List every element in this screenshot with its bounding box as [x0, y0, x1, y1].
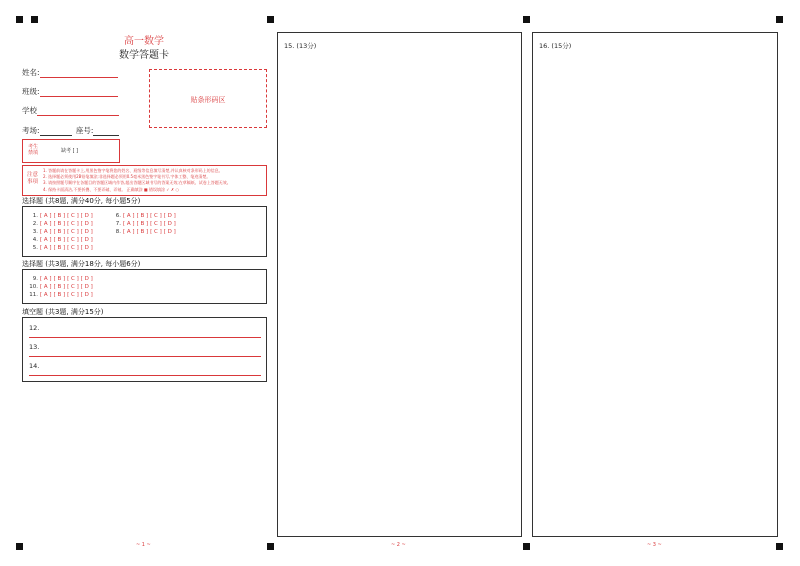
question-number: 2.: [32, 221, 38, 227]
question-number: 5.: [32, 245, 38, 251]
choice-row: [29, 245, 93, 251]
absent-label: 考生 禁填: [28, 144, 39, 156]
fill-line-12[interactable]: [29, 337, 261, 338]
option-bubble[interactable]: [ B ]: [53, 245, 66, 251]
option-bubble[interactable]: [ C ]: [67, 276, 79, 282]
option-bubble[interactable]: [ D ]: [163, 221, 176, 227]
question-number: 11.: [29, 292, 38, 298]
section3-box: [22, 317, 267, 382]
registration-mark-bottom-mid-1: [267, 543, 274, 550]
page2-question-label: 15. (13分): [284, 42, 317, 50]
option-bubble[interactable]: [ C ]: [67, 292, 79, 298]
option-bubble[interactable]: [ C ]: [67, 213, 79, 219]
registration-mark-top-left-1: [16, 16, 23, 23]
option-bubble[interactable]: [ C ]: [67, 221, 79, 227]
option-bubble[interactable]: [ A ]: [40, 284, 52, 290]
choice-row: [112, 229, 176, 235]
answer-sheet-title: 数学答题卡: [119, 50, 169, 61]
barcode-area[interactable]: [149, 69, 267, 128]
exam-room-field[interactable]: [22, 125, 119, 136]
choice-row: [29, 229, 93, 235]
registration-mark-top-left-2: [31, 16, 38, 23]
question-number: 7.: [115, 221, 121, 227]
option-bubble[interactable]: [ B ]: [53, 276, 66, 282]
choice-row: [112, 213, 176, 219]
option-bubble[interactable]: [ B ]: [53, 229, 66, 235]
question-number: 3.: [32, 229, 38, 235]
option-bubble[interactable]: [ A ]: [123, 213, 135, 219]
exam-title: 高一数学: [124, 36, 164, 47]
page3-footer: ~ 3 ~: [647, 542, 662, 548]
section2-title: 选择题 (共3题, 满分18分, 每小题6分): [22, 260, 141, 268]
option-bubble[interactable]: [ D ]: [80, 292, 93, 298]
question-number: 4.: [32, 237, 38, 243]
option-bubble[interactable]: [ B ]: [136, 213, 149, 219]
fill-item-12: 12.: [29, 324, 40, 332]
barcode-area-label: 贴条形码区: [190, 96, 226, 104]
option-bubble[interactable]: [ B ]: [53, 284, 66, 290]
fill-line-13[interactable]: [29, 356, 261, 357]
option-bubble[interactable]: [ B ]: [136, 229, 149, 235]
option-bubble[interactable]: [ B ]: [53, 237, 66, 243]
registration-mark-top-right: [776, 16, 783, 23]
option-bubble[interactable]: [ B ]: [53, 292, 66, 298]
option-bubble[interactable]: [ B ]: [136, 221, 149, 227]
page3-answer-box[interactable]: [532, 32, 778, 537]
question-number: 9.: [32, 276, 38, 282]
page3-question-label: 16. (15分): [539, 42, 572, 50]
fill-item-14: 14.: [29, 362, 40, 370]
registration-mark-bottom-right: [776, 543, 783, 550]
section3-title: 填空题 (共3题, 满分15分): [22, 308, 104, 316]
option-bubble[interactable]: [ A ]: [123, 221, 135, 227]
exam-room-label: 考场:: [22, 126, 40, 135]
registration-mark-top-mid-2: [523, 16, 530, 23]
choice-row: [29, 237, 93, 243]
option-bubble[interactable]: [ C ]: [150, 213, 162, 219]
choice-row: [29, 284, 93, 290]
option-bubble[interactable]: [ A ]: [40, 292, 52, 298]
school-label: 学校: [22, 106, 37, 115]
choice-row: [29, 276, 93, 282]
option-bubble[interactable]: [ B ]: [53, 213, 66, 219]
choice-row: [29, 213, 93, 219]
option-bubble[interactable]: [ D ]: [80, 245, 93, 251]
name-label: 姓名:: [22, 68, 40, 77]
page1-footer: ~ 1 ~: [136, 542, 151, 548]
seat-label: 座号:: [75, 126, 94, 135]
option-bubble[interactable]: [ A ]: [40, 229, 52, 235]
registration-mark-top-mid-1: [267, 16, 274, 23]
question-number: 1.: [32, 213, 38, 219]
option-bubble[interactable]: [ D ]: [163, 229, 176, 235]
option-bubble[interactable]: [ D ]: [163, 213, 176, 219]
absent-checkbox[interactable]: 缺考 [ ]: [61, 148, 79, 154]
option-bubble[interactable]: [ D ]: [80, 237, 93, 243]
option-bubble[interactable]: [ A ]: [40, 213, 52, 219]
option-bubble[interactable]: [ B ]: [53, 221, 66, 227]
notes-label: 注意 事项: [27, 172, 39, 185]
option-bubble[interactable]: [ C ]: [67, 245, 79, 251]
option-bubble[interactable]: [ C ]: [67, 229, 79, 235]
option-bubble[interactable]: [ D ]: [80, 213, 93, 219]
page2-footer: ~ 2 ~: [391, 542, 406, 548]
question-number: 6.: [115, 213, 121, 219]
option-bubble[interactable]: [ C ]: [150, 229, 162, 235]
option-bubble[interactable]: [ A ]: [40, 276, 52, 282]
absent-box: [22, 139, 120, 163]
school-field[interactable]: [22, 105, 119, 116]
notes-box: [22, 165, 267, 196]
question-number: 8.: [115, 229, 121, 235]
fill-line-14[interactable]: [29, 375, 261, 376]
option-bubble[interactable]: [ C ]: [67, 284, 79, 290]
option-bubble[interactable]: [ A ]: [40, 245, 52, 251]
option-bubble[interactable]: [ D ]: [80, 276, 93, 282]
choice-row: [112, 221, 176, 227]
fill-item-13: 13.: [29, 343, 40, 351]
option-bubble[interactable]: [ D ]: [80, 284, 93, 290]
notes-text: 1. 答题前请在答题卡上,用黑色签字笔将您的姓名、班级等信息填写清楚,并认真核对条形码上的信息。 2. 选择题必须使用2B铅笔填涂;非选择题必须用0.5毫米黑色签字笔书写,字体工整、笔迹清楚。 3. 请按照题号顺序在各题目的答题区域内作答,超出答题区域书写的答案无效;在草稿纸、试卷上答题无效。 4. 保持卡面清洁,不要折叠、不要弄破、弄皱。 正确填涂 ■ 错误填涂 ✓ ✗ ○: [43, 168, 231, 192]
registration-mark-bottom-left: [16, 543, 23, 550]
option-bubble[interactable]: [ C ]: [67, 237, 79, 243]
option-bubble[interactable]: [ A ]: [123, 229, 135, 235]
option-bubble[interactable]: [ A ]: [40, 221, 52, 227]
option-bubble[interactable]: [ C ]: [150, 221, 162, 227]
option-bubble[interactable]: [ A ]: [40, 237, 52, 243]
choice-row: [29, 292, 93, 298]
registration-mark-bottom-mid-2: [523, 543, 530, 550]
page2-answer-box[interactable]: [277, 32, 522, 537]
question-number: 10.: [29, 284, 38, 290]
option-bubble[interactable]: [ D ]: [80, 221, 93, 227]
choice-row: [29, 221, 93, 227]
option-bubble[interactable]: [ D ]: [80, 229, 93, 235]
section2-box: [22, 269, 267, 304]
class-field[interactable]: [22, 86, 118, 97]
class-label: 班级:: [22, 87, 40, 96]
section1-title: 选择题 (共8题, 满分40分, 每小题5分): [22, 197, 141, 205]
name-field[interactable]: [22, 67, 118, 78]
section1-box: [22, 206, 267, 257]
